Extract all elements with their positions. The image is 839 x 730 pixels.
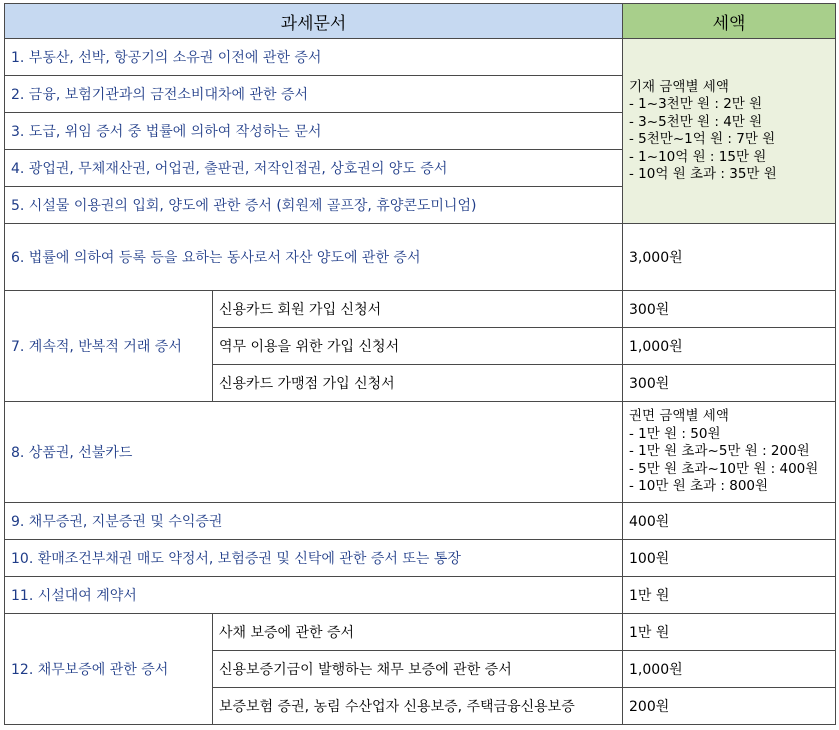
row-8-label: 8. 상품권, 선불카드: [5, 402, 623, 503]
row-6-amount: 3,000원: [623, 224, 836, 291]
row-8-amount-line: - 5만 원 초과~10만 원 : 400원: [629, 460, 819, 477]
row-7-sub-1-amount: 300원: [623, 291, 836, 328]
row-1-label: 1. 부동산, 선박, 항공기의 소유권 이전에 관한 증서: [5, 39, 623, 76]
row-12-sub-2-amount: 1,000원: [623, 651, 836, 688]
row-12-sub-2-label: 신용보증기금이 발행하는 채무 보증에 관한 증서: [213, 651, 623, 688]
table-row: [5, 540, 836, 577]
row-4-label: 4. 광업권, 무체재산권, 어업권, 출판권, 저작인접권, 상호권의 양도 증서: [5, 150, 623, 187]
row-11-amount: 1만 원: [623, 577, 836, 614]
row-12-sub-1-label: 사채 보증에 관한 증서: [213, 614, 623, 651]
row-12-sub-1-amount: 1만 원: [623, 614, 836, 651]
header-taxable-documents: 과세문서: [5, 4, 623, 39]
row-6-label: 6. 법률에 의하여 등록 등을 요하는 동사로서 자산 양도에 관한 증서: [5, 224, 623, 291]
group1-amount-line: - 3~5천만 원 : 4만 원: [629, 113, 763, 130]
row-7-sub-2-amount: 1,000원: [623, 328, 836, 365]
group1-amount-title: 기재 금액별 세액: [629, 78, 729, 95]
group1-amount-line: - 10억 원 초과 : 35만 원: [629, 166, 777, 182]
group1-amount-line: - 1~3천만 원 : 2만 원: [629, 96, 763, 112]
header-row: [5, 4, 836, 39]
row-5-label: 5. 시설물 이용권의 입회, 양도에 관한 증서 (회원제 골프장, 휴양콘도미니엄): [5, 187, 623, 224]
group1-amount-line: - 1~10억 원 : 15만 원: [629, 148, 767, 165]
group1-amount-line: - 5천만~1억 원 : 7만 원: [629, 131, 776, 147]
stamp-tax-table: [4, 3, 836, 725]
row-8-amount-line: - 1만 원 : 50원: [629, 425, 721, 442]
row-3-label: 3. 도급, 위임 증서 중 법률에 의하여 작성하는 문서: [5, 113, 623, 150]
table-row: [5, 39, 836, 76]
row-7-sub-3-amount: 300원: [623, 365, 836, 402]
table-row: [5, 224, 836, 291]
row-9-label: 9. 채무증권, 지분증권 및 수익증권: [5, 503, 623, 540]
row-8-amount-line: - 10만 원 초과 : 800원: [629, 478, 769, 495]
row-7-sub-1-label: 신용카드 회원 가입 신청서: [213, 291, 623, 328]
row-12-sub-3-amount: 200원: [623, 688, 836, 725]
row-8-amount-cell: [623, 402, 836, 503]
row-8-amount-line: - 1만 원 초과~5만 원 : 200원: [629, 443, 810, 460]
table-row: [5, 614, 836, 651]
row-7-sub-3-label: 신용카드 가맹점 가입 신청서: [213, 365, 623, 402]
row-2-label: 2. 금융, 보험기관과의 금전소비대차에 관한 증서: [5, 76, 623, 113]
header-tax-amount: 세액: [623, 4, 836, 39]
row-10-amount: 100원: [623, 540, 836, 577]
table-row: [5, 402, 836, 503]
row-12-sub-3-label: 보증보험 증권, 농림 수산업자 신용보증, 주택금융신용보증: [213, 688, 623, 725]
row-9-amount: 400원: [623, 503, 836, 540]
row-10-label: 10. 환매조건부채권 매도 약정서, 보험증권 및 신탁에 관한 증서 또는 통장: [5, 540, 623, 577]
row-11-label: 11. 시설대여 계약서: [5, 577, 623, 614]
row-7-sub-2-label: 역무 이용을 위한 가입 신청서: [213, 328, 623, 365]
table-row: [5, 503, 836, 540]
table-row: [5, 577, 836, 614]
row-7-label: 7. 계속적, 반복적 거래 증서: [5, 291, 213, 402]
group1-amount-cell: [623, 39, 836, 224]
table-row: [5, 291, 836, 328]
row-8-amount-title: 권면 금액별 세액: [629, 408, 729, 425]
row-12-label: 12. 채무보증에 관한 증서: [5, 614, 213, 725]
